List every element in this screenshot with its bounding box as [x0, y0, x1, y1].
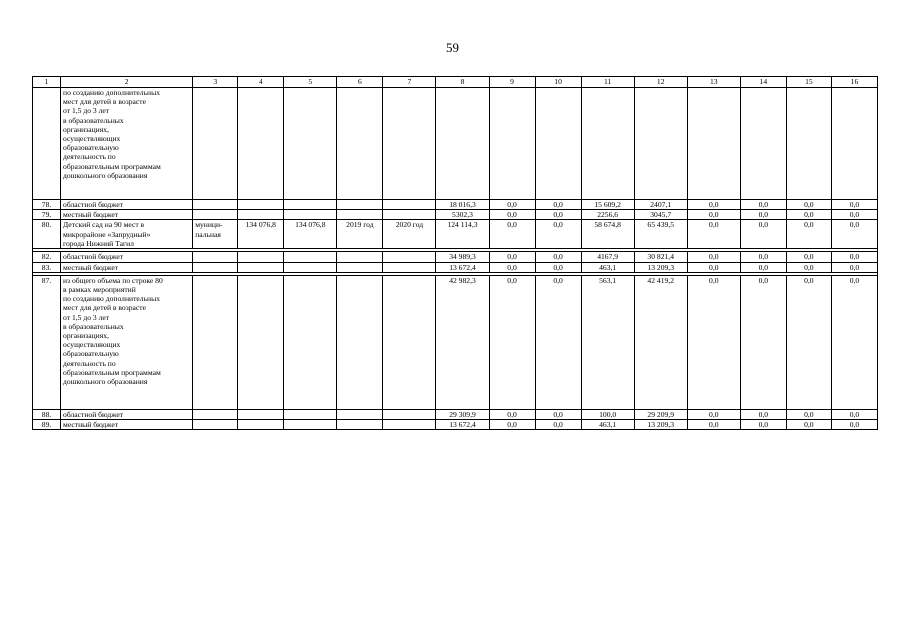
table-row	[33, 200, 878, 210]
cell-value: 0,0	[535, 262, 581, 272]
cell-value: 0,0	[831, 420, 877, 430]
cell-value: 0,0	[489, 220, 535, 249]
cell-value: 34 989,3	[436, 252, 489, 262]
cell-value: 0,0	[687, 262, 740, 272]
cell-value: 0,0	[535, 275, 581, 409]
column-header: 10	[535, 77, 581, 88]
cell-value: 13 672,4	[436, 262, 489, 272]
cell-value: 0,0	[687, 252, 740, 262]
row-number: 79.	[33, 210, 61, 220]
cell-value: 0,0	[740, 210, 786, 220]
row-name: местный бюджет	[61, 262, 193, 272]
cell-value: 2256,6	[581, 210, 634, 220]
table-row-continuation	[33, 88, 878, 200]
cell-value: 0,0	[687, 200, 740, 210]
page-number: 59	[446, 40, 459, 55]
cell-value: 0,0	[786, 210, 831, 220]
cell-value: 2019 год	[337, 220, 383, 249]
row-description: по созданию дополнительных мест для детей в возрасте от 1,5 до 3 лет в образовательных организациях, осуществляющих образовательную деятельность по образовательным программам дошкольного образования	[61, 88, 193, 200]
cell-value: 15 609,2	[581, 200, 634, 210]
column-header: 7	[383, 77, 436, 88]
cell-value: 13 209,3	[634, 262, 687, 272]
cell-value: 0,0	[786, 262, 831, 272]
cell-value: 0,0	[786, 220, 831, 249]
table-row	[33, 262, 878, 272]
cell-value: 0,0	[535, 210, 581, 220]
column-header: 3	[193, 77, 238, 88]
cell-value: 0,0	[535, 252, 581, 262]
cell-value: 0,0	[489, 252, 535, 262]
table-header-row	[33, 77, 878, 88]
column-header: 6	[337, 77, 383, 88]
cell-value: 42 419,2	[634, 275, 687, 409]
column-header: 15	[786, 77, 831, 88]
row-name: областной бюджет	[61, 409, 193, 419]
cell-value: 0,0	[740, 262, 786, 272]
cell-value: 0,0	[687, 409, 740, 419]
row-number: 78.	[33, 200, 61, 210]
table-row	[33, 252, 878, 262]
row-number: 80.	[33, 220, 61, 249]
cell-value: 0,0	[687, 420, 740, 430]
cell-value: 42 982,3	[436, 275, 489, 409]
cell-value: 0,0	[489, 210, 535, 220]
row-number: 87.	[33, 275, 61, 409]
table-row	[33, 220, 878, 249]
cell-value: 5302,3	[436, 210, 489, 220]
cell-value: 0,0	[831, 210, 877, 220]
cell-value: 3045,7	[634, 210, 687, 220]
table-row	[33, 210, 878, 220]
cell-value: 29 209,9	[634, 409, 687, 419]
cell-value: 0,0	[687, 220, 740, 249]
cell-value: 0,0	[740, 409, 786, 419]
budget-table	[32, 76, 878, 430]
cell-value: 0,0	[489, 409, 535, 419]
column-header: 5	[284, 77, 337, 88]
table-row	[33, 409, 878, 419]
cell-value: 0,0	[535, 200, 581, 210]
row-name: областной бюджет	[61, 200, 193, 210]
column-header: 13	[687, 77, 740, 88]
cell-value: 0,0	[687, 210, 740, 220]
column-header: 2	[61, 77, 193, 88]
cell-value: 0,0	[831, 220, 877, 249]
cell-value: 0,0	[831, 275, 877, 409]
row-name: областной бюджет	[61, 252, 193, 262]
cell-value: 30 821,4	[634, 252, 687, 262]
table-row	[33, 275, 878, 409]
cell-value: 0,0	[786, 420, 831, 430]
column-header: 16	[831, 77, 877, 88]
cell-value: 134 076,8	[284, 220, 337, 249]
cell-value: 0,0	[786, 275, 831, 409]
cell-value: 0,0	[786, 200, 831, 210]
cell-value: 463,1	[581, 262, 634, 272]
row-name: Детский сад на 90 мест в микрорайоне «Запрудный» города Нижний Тагил	[61, 220, 193, 249]
column-header: 14	[740, 77, 786, 88]
row-name: местный бюджет	[61, 210, 193, 220]
cell-value: 0,0	[535, 220, 581, 249]
cell-value: 124 114,3	[436, 220, 489, 249]
cell-value: 0,0	[740, 420, 786, 430]
cell-value: 13 209,3	[634, 420, 687, 430]
column-header: 1	[33, 77, 61, 88]
cell-value: муници- пальная	[193, 220, 238, 249]
cell-value: 18 016,3	[436, 200, 489, 210]
row-number: 88.	[33, 409, 61, 419]
cell-value: 0,0	[740, 252, 786, 262]
cell-value: 29 309,9	[436, 409, 489, 419]
row-name: местный бюджет	[61, 420, 193, 430]
cell-value: 0,0	[740, 275, 786, 409]
cell-value: 0,0	[831, 409, 877, 419]
cell-value: 4167,9	[581, 252, 634, 262]
row-number: 82.	[33, 252, 61, 262]
table-row	[33, 420, 878, 430]
cell-value: 2020 год	[383, 220, 436, 249]
cell-value: 65 439,5	[634, 220, 687, 249]
row-number: 83.	[33, 262, 61, 272]
row-name: из общего объема по строке 80 в рамках мероприятий по созданию дополнительных мест для детей в возрасте от 1,5 до 3 лет в образовательных организациях, осуществляющих образовательную деятельность по образовательным программам дошкольного образования	[61, 275, 193, 409]
cell-value: 13 672,4	[436, 420, 489, 430]
cell-value: 100,0	[581, 409, 634, 419]
column-header: 11	[581, 77, 634, 88]
column-header: 8	[436, 77, 489, 88]
cell-value: 0,0	[831, 262, 877, 272]
cell-value: 0,0	[535, 420, 581, 430]
column-header: 9	[489, 77, 535, 88]
cell-value: 2407,1	[634, 200, 687, 210]
cell-value: 0,0	[831, 200, 877, 210]
cell-value: 0,0	[786, 252, 831, 262]
cell-value: 0,0	[687, 275, 740, 409]
cell-value: 563,1	[581, 275, 634, 409]
column-header: 4	[238, 77, 284, 88]
column-header: 12	[634, 77, 687, 88]
cell-value: 0,0	[535, 409, 581, 419]
cell-value: 0,0	[489, 200, 535, 210]
cell-value: 58 674,8	[581, 220, 634, 249]
cell-value: 0,0	[489, 275, 535, 409]
cell-value: 463,1	[581, 420, 634, 430]
cell-value: 0,0	[831, 252, 877, 262]
row-number: 89.	[33, 420, 61, 430]
cell-value: 0,0	[786, 409, 831, 419]
cell-value: 134 076,8	[238, 220, 284, 249]
cell-value: 0,0	[489, 420, 535, 430]
cell-value: 0,0	[489, 262, 535, 272]
cell-value: 0,0	[740, 200, 786, 210]
cell-value: 0,0	[740, 220, 786, 249]
